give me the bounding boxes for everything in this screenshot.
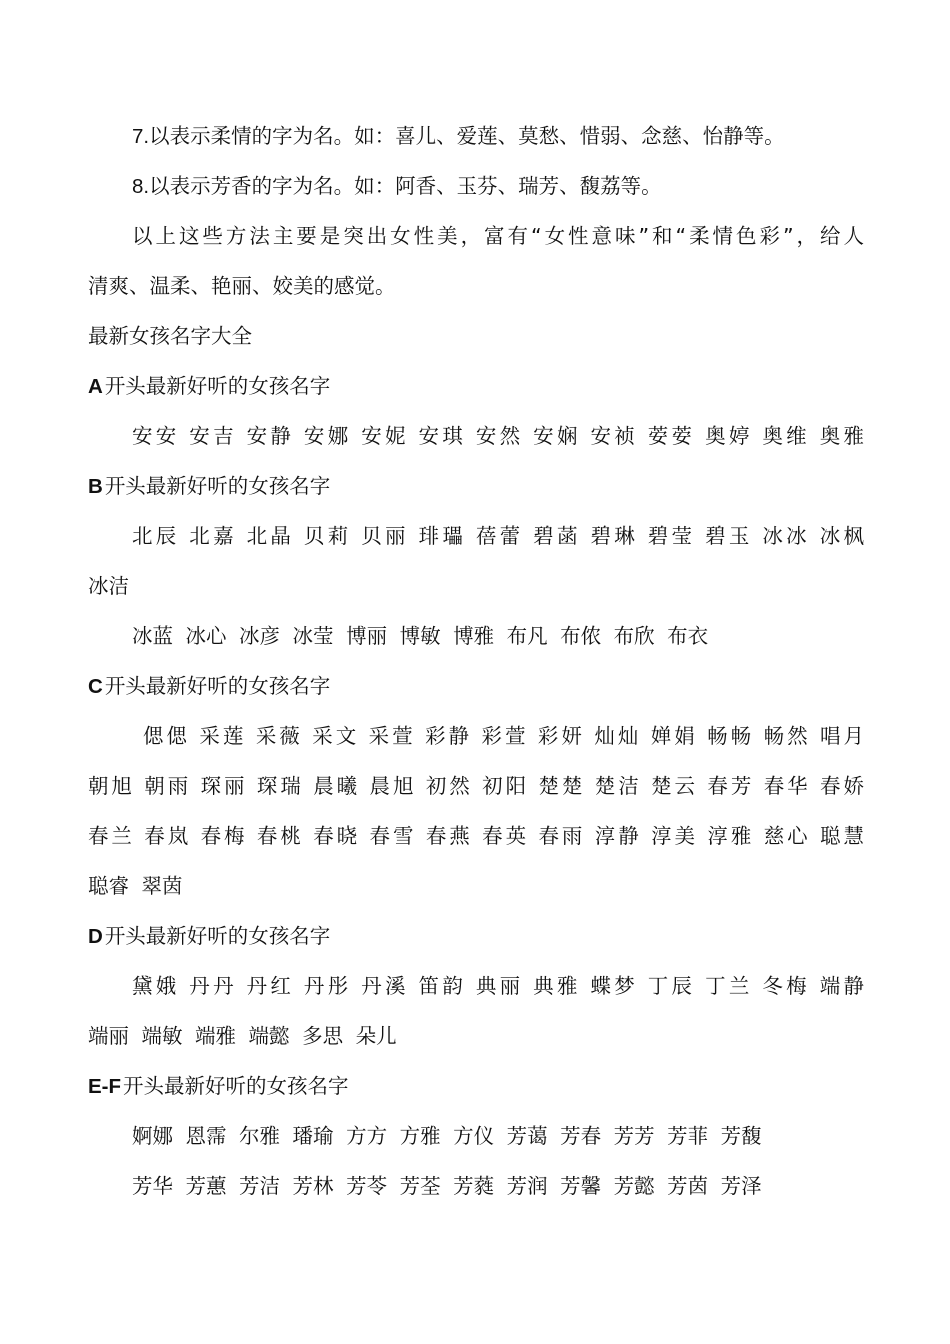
summary-line-2: 清爽、温柔、艳丽、姣美的感觉。 [88,274,396,298]
item-text: 以表示柔情的字为名。如：喜儿、爱莲、莫愁、惜弱、念慈、怡静等。 [149,124,785,148]
intro-item-7 [132,122,864,151]
section-letter: A [88,375,103,398]
names-line: 偲偲 采莲 采薇 采文 采萱 彩静 彩萱 彩妍 灿灿 婵娟 畅畅 畅然 唱月 [143,724,864,748]
section-heading-ef [88,1072,864,1101]
section-letter: C [88,675,103,698]
section-heading-text: 开头最新好听的女孩名字 [104,374,331,398]
names-line: 端丽 端敏 端雅 端懿 多思 朵儿 [88,1024,397,1048]
section-heading-b [88,472,864,501]
document-title: 最新女孩名字大全 [88,324,252,348]
section-letter: B [88,475,103,498]
names-line: 黛娥 丹丹 丹红 丹彤 丹溪 笛韵 典丽 典雅 蝶梦 丁辰 丁兰 冬梅 端静 [132,974,864,998]
names-line: 婀娜 恩霈 尔雅 璠瑜 方方 方雅 方仪 芳蔼 芳春 芳芳 芳菲 芳馥 [132,1124,762,1148]
section-heading-a [88,372,864,401]
section-heading-text: 开头最新好听的女孩名字 [123,1074,349,1098]
section-heading-text: 开头最新好听的女孩名字 [104,474,331,498]
names-line: 冰洁 [88,574,129,598]
section-heading-text: 开头最新好听的女孩名字 [104,674,331,698]
item-number: 7. [132,125,150,148]
names-line: 朝旭 朝雨 琛丽 琛瑞 晨曦 晨旭 初然 初阳 楚楚 楚洁 楚云 春芳 春华 春娇 [88,774,864,798]
names-line: 聪睿 翠茵 [88,874,183,898]
section-letter: E-F [88,1075,122,1098]
section-heading-text: 开头最新好听的女孩名字 [104,924,331,948]
section-heading-d [88,922,864,951]
item-number: 8. [132,175,150,198]
section-letter: D [88,925,103,948]
intro-item-8 [132,172,864,201]
names-line: 北辰 北嘉 北晶 贝莉 贝丽 琲瓃 蓓蕾 碧菡 碧琳 碧莹 碧玉 冰冰 冰枫 [132,524,864,548]
summary-line-1: 以上这些方法主要是突出女性美，富有“女性意味”和“柔情色彩”，给人 [132,224,864,248]
item-text: 以表示芳香的字为名。如：阿香、玉芬、瑞芳、馥荔等。 [149,174,662,198]
section-heading-c [88,672,864,701]
names-line: 安安 安吉 安静 安娜 安妮 安琪 安然 安娴 安祯 荌荌 奥婷 奥维 奥雅 [132,424,864,448]
names-line: 春兰 春岚 春梅 春桃 春晓 春雪 春燕 春英 春雨 淳静 淳美 淳雅 慈心 聪慧 [88,824,864,848]
names-line: 芳华 芳蕙 芳洁 芳林 芳苓 芳荃 芳蕤 芳润 芳馨 芳懿 芳茵 芳泽 [132,1174,762,1198]
names-line: 冰蓝 冰心 冰彦 冰莹 博丽 博敏 博雅 布凡 布侬 布欣 布衣 [132,624,709,648]
